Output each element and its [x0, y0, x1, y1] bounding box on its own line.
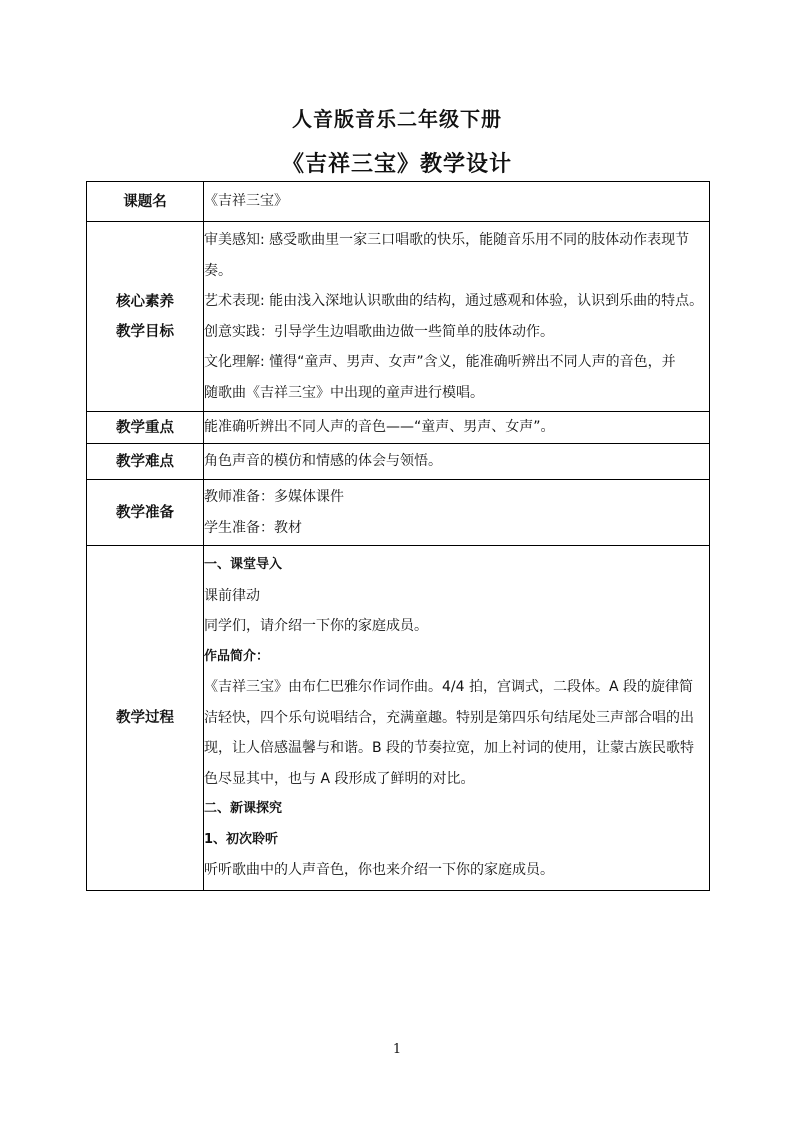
- sub1-heading: 1、初次聆听: [204, 831, 279, 847]
- difficulties-value: 角色声音的模仿和情感的体会与领悟。: [204, 444, 710, 480]
- goals-line-4: 创意实践：引导学生边唱歌曲边做一些简单的肢体动作。: [204, 323, 554, 340]
- key-points-label: 教学重点: [87, 412, 204, 444]
- page-number: 1: [392, 1042, 402, 1057]
- topic-label: 课题名: [87, 182, 204, 222]
- student-preparation: 学生准备：教材: [204, 519, 302, 536]
- table-row-process: [87, 546, 710, 891]
- document-subtitle: 《吉祥三宝》教学设计: [281, 151, 512, 177]
- process-content: [204, 546, 710, 891]
- goals-label: [87, 222, 204, 412]
- work-intro-line-3: 现，让人倍感温馨与和谐。B 段的节奏拉宽，加上衬词的使用，让蒙古族民歌特: [204, 740, 695, 757]
- table-row-topic: [87, 182, 710, 222]
- work-intro-line-1: 《吉祥三宝》由布仁巴雅尔作词作曲。4/4 拍，宫调式，二段体。A 段的旋律简: [204, 679, 694, 696]
- difficulties-label: 教学难点: [87, 444, 204, 480]
- table-row-difficulties: [87, 444, 710, 480]
- goals-line-6: 随歌曲《吉祥三宝》中出现的童声进行模唱。: [204, 384, 484, 401]
- lesson-plan-table: [86, 181, 710, 891]
- table-row-key-points: [87, 412, 710, 444]
- goals-label-line2: 教学目标: [116, 323, 174, 340]
- sub1-text: 听听歌曲中的人声音色，你也来介绍一下你的家庭成员。: [204, 862, 554, 879]
- process-label: 教学过程: [87, 546, 204, 891]
- section1-heading: 一、课堂导入: [204, 557, 283, 573]
- goals-line-5: 文化理解: 懂得“童声、男声、女声”含义，能准确听辨出不同人声的音色，并: [204, 354, 676, 370]
- key-points-value: 能准确听辨出不同人声的音色——“童声、男声、女声”。: [204, 412, 710, 444]
- table-row-preparation: [87, 480, 710, 546]
- goals-line-2: 奏。: [204, 262, 232, 279]
- intro-prompt: 同学们，请介绍一下你的家庭成员。: [204, 618, 428, 635]
- teacher-preparation: 教师准备：多媒体课件: [204, 489, 344, 505]
- preparation-content: [204, 480, 710, 546]
- topic-value: 《吉祥三宝》: [204, 182, 710, 222]
- goals-line-1: 审美感知: 感受歌曲里一家三口唱歌的快乐，能随音乐用不同的肢体动作表现节: [204, 232, 690, 248]
- goals-line-3: 艺术表现: 能由浅入深地认识歌曲的结构，通过感观和体验，认识到乐曲的特点。: [204, 293, 704, 309]
- goals-content: [204, 222, 710, 412]
- work-intro-heading: 作品简介：: [204, 648, 270, 664]
- work-intro-line-4: 色尽显其中，也与 A 段形成了鲜明的对比。: [204, 770, 475, 787]
- goals-label-line1: 核心素养: [116, 293, 174, 310]
- warmup-text: 课前律动: [204, 587, 260, 604]
- table-row-goals: [87, 222, 710, 412]
- work-intro-line-2: 洁轻快，四个乐句说唱结合，充满童趣。特别是第四乐句结尾处三声部合唱的出: [204, 709, 694, 726]
- section2-heading: 二、新课探究: [204, 801, 283, 817]
- preparation-label: 教学准备: [87, 480, 204, 546]
- document-title: 人音版音乐二年级下册: [292, 107, 502, 131]
